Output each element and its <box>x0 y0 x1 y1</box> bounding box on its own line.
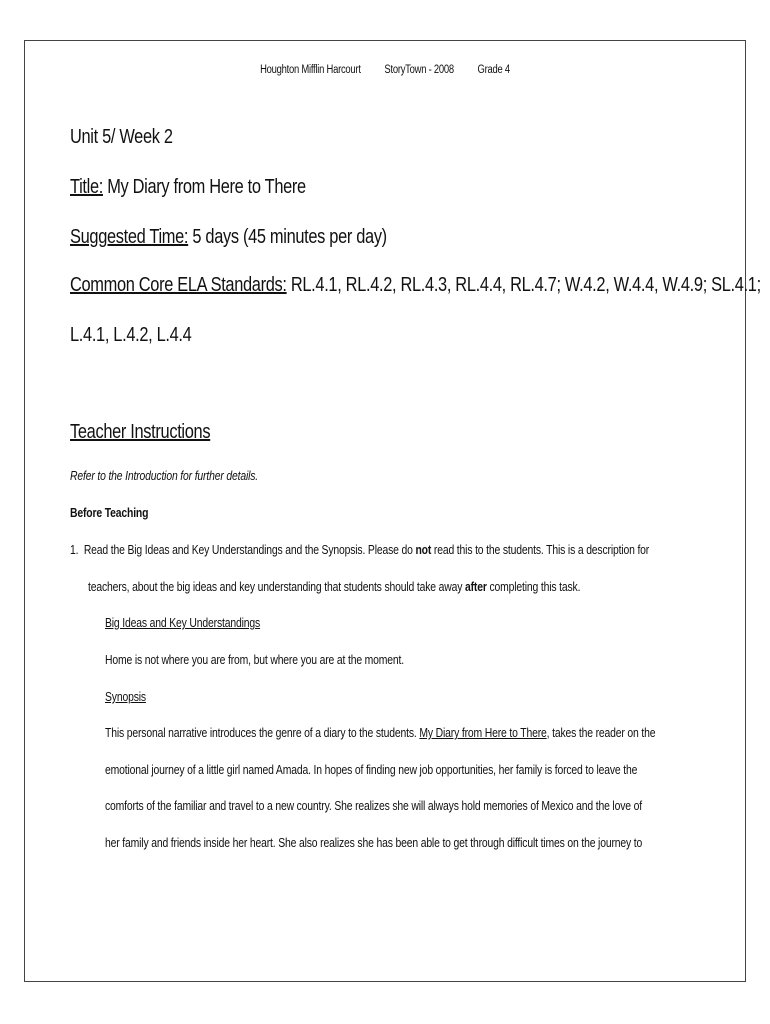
title-value: My Diary from Here to There <box>107 176 306 198</box>
step-number: 1. <box>70 542 79 557</box>
step-1-text-b: read this to the students. This is a description for <box>431 542 650 557</box>
step-1-text-d: completing this task. <box>486 579 581 594</box>
teacher-instructions-heading: Teacher Instructions <box>70 421 211 443</box>
big-ideas-heading: Big Ideas and Key Understandings <box>105 615 261 630</box>
standards-line <box>70 274 761 297</box>
synopsis-heading: Synopsis <box>105 689 146 704</box>
unit-heading: Unit 5/ Week 2 <box>70 126 173 148</box>
step-1-text-a: Read the Big Ideas and Key Understandings and the Synopsis. Please do <box>83 542 416 557</box>
synopsis-line-2: emotional journey of a little girl named Amada. In hopes of finding new job opportunities, her family is forced to leave the <box>105 762 638 777</box>
series-text: StoryTown - 2008 <box>384 64 454 76</box>
grade-text: Grade 4 <box>477 64 510 76</box>
standards-line-2: L.4.1, L.4.2, L.4.4 <box>70 324 192 346</box>
suggested-time-value: 5 days (45 minutes per day) <box>192 226 387 248</box>
synopsis-text-b: , takes the reader on the <box>546 725 656 740</box>
step-1-emphasis-after: after <box>464 579 487 594</box>
title-line <box>70 176 306 199</box>
synopsis-book-title: My Diary from Here to There <box>419 725 547 740</box>
title-label: Title: <box>70 176 103 198</box>
synopsis-line-3: comforts of the familiar and travel to a new country. She realizes she will always hold memories of Mexico and the love of <box>105 798 642 813</box>
suggested-time-line <box>70 226 387 249</box>
before-teaching-heading: Before Teaching <box>70 505 149 520</box>
synopsis-line-1 <box>105 725 655 740</box>
refer-note: Refer to the Introduction for further details. <box>70 468 259 483</box>
big-ideas-text: Home is not where you are from, but where you are at the moment. <box>105 652 405 667</box>
standards-values: RL.4.1, RL.4.2, RL.4.3, RL.4.4, RL.4.7; W.4.2, W.4.4, W.4.9; SL.4.1; <box>290 274 761 296</box>
synopsis-text-a: This personal narrative introduces the genre of a diary to the students. <box>105 725 420 740</box>
step-1-emphasis-not: not <box>415 542 432 557</box>
suggested-time-label: Suggested Time: <box>70 226 189 248</box>
step-1-text-c: teachers, about the big ideas and key understanding that students should take away <box>88 579 465 594</box>
step-1-line-1 <box>70 542 649 557</box>
step-1-line-2 <box>88 579 580 594</box>
standards-label: Common Core ELA Standards: <box>70 274 287 296</box>
publisher-text: Houghton Mifflin Harcourt <box>260 64 361 76</box>
synopsis-line-4: her family and friends inside her heart. She also realizes she has been able to get through difficult times on the journey to <box>105 835 643 850</box>
document-header <box>69 64 700 76</box>
